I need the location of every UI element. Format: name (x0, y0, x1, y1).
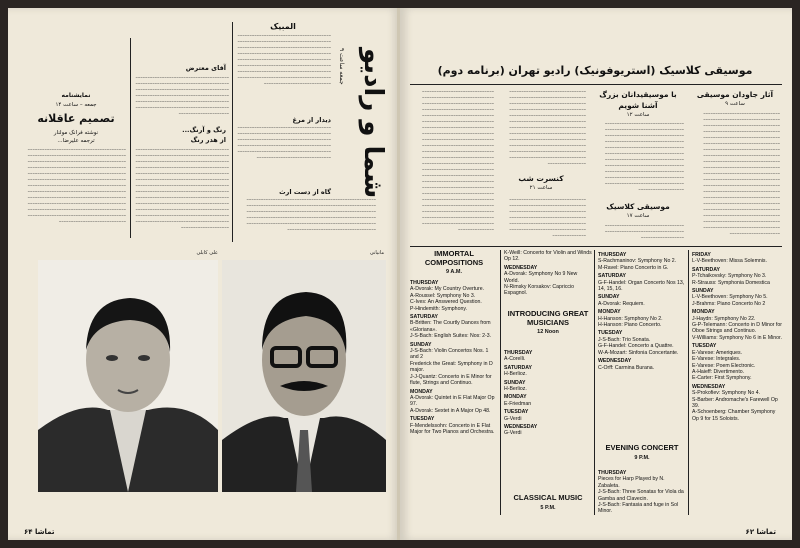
schedule-item: A-Dvorak: Sextet in A Major Op 48. (410, 407, 491, 414)
col1-body: ––––––––––––––––––––––––––––––––––––––––– ––––––––––––––––––––––––––––––––––––––––– ––––––––––––––––––––––––––––––––––––––––– ––––––––––––––––––––––––––––––––––––––––– ––––––––––––––––––––––––––––––––––––––––– ––––––––––––––––––––––––––––––––––––––––– ––––––––––––––––––––––––––––––––––––––––– ––––––––––––––––––––––––––––––––––––––––– ––––––––––––––––––––––––––––––––––––––––– ––––––––––––––––––––––––––––––––––––––––– ––––––––––––––––––––––––––––––––––––––––– ––––––––––––––––––––––––––––––––––––––––– –––––––––––––––––––––––––––– (27, 148, 126, 225)
col2-heading-1: آقای معترض (185, 64, 226, 72)
col2-body-b: ––––––––––––––––––––––––––––––––––––––– ––––––––––––––––––––––––––––––––––––––– ––––––––––––––––––––––––––––––––––––––– ––––––––––––––––––––––––––––––––––––––– ––––––––––––––––––––––––––––––––––––––– ––––––––––––––––––––––––––––––––––––––– ––––––––––––––––––––––––––––––––––––––– ––––––––––––––––––––––––––––––––––––––– ––––––––––––––––––––––––––––––––––––––– ––––––––––––––––––––––––––––––––––––––– ––––––––––––––––––––––––––––––––––––––– ––––––––––––––––––––––––––––––––––––––– ––––––––––––––––––––––––––––––––––––––– –––––––––––––––––––– (135, 148, 229, 231)
masthead: شما و رادیو (358, 47, 388, 198)
schedule-item: M-Ravel: Piano Concerto in G. (598, 264, 669, 271)
schedule-item: A-Dvorak: Requiem. (598, 300, 645, 307)
column-rule (232, 22, 233, 242)
portrait-photo-left (38, 260, 218, 492)
fa-heading-3: موسیقی کلاسیک (606, 202, 670, 211)
col1-credit-2: ترجمه علیرضا... (57, 138, 95, 144)
schedule-day: THURSDAY (598, 252, 627, 258)
schedule-day: MONDAY (504, 394, 527, 401)
fa-heading-1: آثار جاودان موسیقی (696, 90, 774, 99)
schedule-item: L-V-Beethoven: Missa Solemnis. (692, 258, 767, 265)
schedule-item: J-Brahms: Piano Concerto No 2 (692, 300, 766, 307)
schedule-item: G-Verdi (504, 415, 522, 422)
schedule-item: H-Berlioz. (504, 371, 527, 378)
col1-credit: نوشته فرانک مولنار (53, 130, 99, 136)
fa-schedule-col-2b: ––––––––––––––––––––––––––––––––– ––––––––––––––––––––––––––––––––– –––––––––––––––––– (604, 224, 684, 241)
schedule-col-d (692, 250, 782, 422)
schedule-item: B-Britten: The Courtly Dances from «Gloriana». (410, 320, 491, 333)
schedule-item: N-Rimsky Korsakov: Capriccio Espagnol. (504, 284, 575, 297)
fa-schedule-col-1: –––––––––––––––––––––––––––––––– –––––––––––––––––––––––––––––––– –––––––––––––––––––––––––––––––– –––––––––––––––––––––––––––––––– –––––––––––––––––––––––––––––––– –––––––––––––––––––––––––––––––– –––––––––––––––––––––––––––––––– –––––––––––––––––––––––––––––––– –––––––––––––––––––––––––––––––– –––––––––––––––––––––––––––––––– –––––––––––––––––––––––––––––––– –––––––––––––––––––––––––––––––– –––––––––––––––––––––––––––––––– –––––––––––––––––––––––––––––––– –––––––––––––––––––––––––––––––– –––––––––––––––––––––––––––––––– –––––––––––––––––––––––––––––––– –––––––––––––––––––––––––––––––– –––––––––––––––––––––––––––––––– –––––––––––––––––––––––––––––––– ––––––––––––––––––––– (703, 112, 780, 237)
schedule-day: THURSDAY (410, 280, 439, 286)
schedule-item: A-Dvorak: My Country Overture. (410, 286, 485, 293)
schedule-item: A-Schoenberg: Chamber Symphony Op 9 for 15 Soloists. (692, 409, 776, 422)
schedule-item: K-Weill: Concerto for Violin and Winds Op 12. (504, 250, 592, 263)
schedule-item: J-S-Bach: English Suites: Nos: 2-3. (410, 333, 492, 340)
fa-heading-1-time: ساعت ۹ (725, 101, 745, 107)
schedule-item: F-Mendelssohn: Concerto in E Flat Major for Two Pianos and Orchestra. (410, 422, 495, 435)
fa-schedule-col-3: –––––––––––––––––––––––––––––––– –––––––––––––––––––––––––––––––– –––––––––––––––––––––––––––––––– –––––––––––––––––––––––––––––––– –––––––––––––––––––––––––––––––– –––––––––––––––––––––––––––––––– –––––––––––––––––––––––––––––––– –––––––––––––––––––––––––––––––– –––––––––––––––––––––––––––––––– –––––––––––––––––––––––––––––––– –––––––––––––––––––––––––––––––– –––––––––––––––––––––––––––––––– –––––––––––––––– (509, 90, 586, 167)
schedule-item: E-Varese: Ameriques. (692, 349, 743, 356)
schedule-day: WEDNESDAY (598, 358, 632, 365)
schedule-item: P-Hindemith: Symphony. (410, 305, 467, 312)
fa-heading-2-time: ساعت ۱۲ (626, 112, 650, 118)
schedule-item: J-S-Bach: Fantasia and fuge in Sol Minor. (598, 502, 679, 515)
col1-time: جمعه – ساعت ۱۴ (55, 102, 97, 108)
schedule-day: SATURDAY (692, 266, 720, 273)
col3-body-b: ––––––––––––––––––––––––––––––––––––––– ––––––––––––––––––––––––––––––––––––––– ––––––––––––––––––––––––––––––––––––––– ––––––––––––––––––––––––––––––––––––––– ––––––––––––––––––––––––––––––––––––––– ––––––––––––––––––––––––––––––– (237, 126, 331, 161)
schedule-day: MONDAY (692, 309, 715, 316)
schedule-item: E-Varese: Integrales. (692, 356, 741, 363)
schedule-day: THURSDAY (598, 470, 627, 476)
fa-schedule-col-2: ––––––––––––––––––––––––––––––––– ––––––––––––––––––––––––––––––––– ––––––––––––––––––––––––––––––––– ––––––––––––––––––––––––––––––––– ––––––––––––––––––––––––––––––––– ––––––––––––––––––––––––––––––––– ––––––––––––––––––––––––––––––––– ––––––––––––––––––––––––––––––––– ––––––––––––––––––––––––––––––––– ––––––––––––––––––––––––––––––––– ––––––––––––––––––––––––––––––––– ––––––––––––––––––– (604, 122, 684, 193)
evening-concert-heading (598, 444, 686, 462)
portrait-image (38, 260, 218, 492)
portrait-image (222, 260, 386, 492)
schedule-item: J-S-Bach: Three Sonatas for Viola da Gamba and Clavecin. (598, 489, 684, 502)
classical-music-heading (504, 494, 592, 512)
photo-caption-left: علی کابلی (196, 250, 218, 256)
schedule-item: C-Orff: Carmina Burana. (598, 364, 655, 371)
schedule-day: TUESDAY (410, 416, 435, 423)
column-rule (130, 38, 131, 238)
schedule-day: TUESDAY (598, 330, 623, 337)
right-page (400, 8, 792, 540)
schedule-col-b (504, 348, 592, 437)
schedule-day: THURSDAY (504, 350, 533, 356)
title-rule (410, 84, 782, 85)
left-page (8, 8, 400, 540)
column-rule (688, 250, 689, 515)
evening-concert-time: 9 P.M. (634, 454, 650, 461)
schedule-day: SATURDAY (598, 273, 626, 280)
immortal-compositions-heading (410, 250, 498, 277)
col3-heading: المبیک (270, 22, 296, 31)
schedule-day: MONDAY (410, 388, 433, 395)
schedule-item: H-Hanson: Piano Concerto. (598, 322, 662, 329)
schedule-day: SUNDAY (598, 294, 620, 301)
schedule-day: SATURDAY (410, 314, 438, 321)
col2-heading-3: دیدار از مرغ (292, 116, 331, 124)
great-musicians-time: 12 Noon (537, 329, 559, 335)
schedule-item: J-S-Bach: Trio Sonata. (598, 336, 651, 343)
schedule-item: J-S-Bach: Violin Concertos Nos. 1 and 2 (410, 348, 489, 361)
page-folio-right: تماشا ۶۲ (745, 528, 776, 536)
fa-heading-4-time: ساعت ۲۱ (529, 185, 553, 191)
schedule-day: TUESDAY (504, 409, 529, 416)
col2-heading-2: رنگ و آرنگ... (182, 126, 226, 134)
fa-heading-4: کنسرت شب (518, 174, 564, 183)
schedule-item: H-Berlioz. (504, 386, 527, 393)
portrait-photo-right (222, 260, 386, 492)
schedule-item: W-A-Mozart: Sinfonia Concertante. (598, 349, 679, 356)
schedule-day: FRIDAY (692, 252, 711, 258)
schedule-item: C-Ives: An Answered Question. (410, 299, 482, 306)
schedule-item: S-Barber: Andromache's Farewell Op 39. (692, 396, 778, 409)
fa-heading-2b: آشنا شویم (618, 101, 658, 110)
schedule-col-a (410, 278, 498, 435)
schedule-item: G-Verdi (504, 430, 522, 437)
classical-music-title: CLASSICAL MUSIC (513, 493, 583, 502)
schedule-item: A-Dvorak: Quintet in E Flat Major Op 97. (410, 394, 495, 408)
col1-heading: تصمیم عاقلانه (37, 112, 115, 125)
col2-heading-2b: از هدر رنگ (190, 136, 226, 144)
column-rule (500, 250, 501, 515)
fa-heading-2: با موسیقیدانان بزرگ (599, 90, 677, 99)
masthead-subtitle: جمعه ساعت ۹ (338, 48, 345, 85)
col1-kicker: نمایشنامه (61, 92, 91, 99)
col2-heading-4: گاه از دست ارث (279, 188, 331, 196)
magazine-spread (8, 8, 792, 540)
classical-music-time: 5 P.M. (540, 504, 556, 511)
schedule-item: E-Carter: First Symphony. (692, 375, 752, 382)
schedule-item: A-Roussel: Symphony No 3. (410, 292, 476, 299)
page-title: موسیقی کلاسیک (استریوفونیک) رادیو تهران (برنامه دوم) (437, 64, 753, 77)
col3-body-c: –––––––––––––––––––––––––––––––––––––––––––––––––––––– –––––––––––––––––––––––––––––––––––––––––––––––––––––– –––––––––––––––––––––––––––––––––––––––––––––––––––––– –––––––––––––––––––––––––––––––––––––––––––––––––––––– –––––––––––––––––––––––––––––––––––––––––––––––––––––– ––––––––––––––––––––––––––––––––––––– (246, 198, 376, 233)
schedule-item: S-Prokofiev: Symphony No 4. (692, 390, 761, 397)
schedule-day: WEDNESDAY (692, 383, 726, 390)
page-folio-left: تماشا ۶۴ (24, 528, 55, 536)
schedule-item: A-Corelli. (504, 356, 526, 363)
great-musicians-heading (504, 310, 592, 337)
schedule-day: SUNDAY (692, 288, 714, 295)
schedule-item: S-Rachmaninov: Symphony No 2. (598, 258, 677, 265)
immortal-compositions-title: IMMORTAL COMPOSITIONS (424, 249, 484, 267)
col3-body: ––––––––––––––––––––––––––––––––––––––– ––––––––––––––––––––––––––––––––––––––– ––––––––––––––––––––––––––––––––––––––– ––––––––––––––––––––––––––––––––––––––– ––––––––––––––––––––––––––––––––––––––– ––––––––––––––––––––––––––––––––––––––– ––––––––––––––––––––––––––––––––––––––– ––––––––––––––––––––––––––––––––––––––– –––––––––––––––––––––––––––– (237, 34, 331, 87)
schedule-day: SATURDAY (504, 364, 532, 371)
schedule-item: L-V-Beethoven: Symphony No 5. (692, 294, 768, 301)
schedule-item: E-Varese: Poem Electronic. (692, 362, 756, 369)
schedule-col-c (598, 250, 686, 371)
fa-heading-3-time: ساعت ۱۷ (626, 213, 650, 219)
col2-body-a: ––––––––––––––––––––––––––––––––––––––– ––––––––––––––––––––––––––––––––––––––– ––––––––––––––––––––––––––––––––––––––– ––––––––––––––––––––––––––––––––––––––– ––––––––––––––––––––––––––––––––––––––– ––––––––––––––––––––––––––––––––––––––– ––––––––––––––––––––– (135, 76, 229, 117)
schedule-day: MONDAY (598, 309, 621, 316)
schedule-day: WEDNESDAY (504, 424, 538, 431)
schedule-item: A-Dvorak: Symphony No 9 New World. (504, 271, 578, 284)
schedule-item: H-Hanson: Symphony No 2. (598, 315, 663, 322)
evening-concert-title: EVENING CONCERT (605, 443, 679, 452)
schedule-day: SUNDAY (410, 341, 432, 348)
photo-caption-right: مانیانی (369, 250, 384, 256)
fa-schedule-col-3b: –––––––––––––––––––––––––––––––– –––––––––––––––––––––––––––––––– –––––––––––––––––––––––––––––––– –––––––––––––––––––––––––––––––– –––––––––––––––––––––––––––––––– –––––––––––––––––––––––––––––––– –––––––––––––– (509, 198, 586, 239)
schedule-item: E-Friedman (504, 400, 532, 407)
schedule-item: G-P-Telemann: Concerto in D Minor for Oboe Strings and Continuo. (692, 322, 782, 335)
schedule-item: J-J-Quantz: Concerto in E Minor for flute, Strings and Continuo. (410, 373, 492, 387)
schedule-item: A-Haieff: Divertimento. (692, 368, 745, 375)
section-rule (410, 246, 782, 247)
immortal-compositions-time: 9 A.M. (446, 269, 462, 275)
schedule-item: R-Strauss: Symphonia Domestica (692, 279, 770, 286)
schedule-item: Frederick the Great: Symphony in D major. (410, 360, 493, 374)
schedule-item: G-F-Handel: Organ Concerto Nos 13, 14, 15, 16. (598, 279, 685, 293)
schedule-item: J-Haydn: Symphony No 22. (692, 315, 756, 322)
column-rule (594, 250, 595, 515)
schedule-day: SUNDAY (504, 379, 526, 386)
great-musicians-title: INTRODUCING GREAT MUSICIANS (507, 309, 589, 327)
schedule-col-b-intro (504, 250, 592, 297)
schedule-item: Pieces for Harp Played by N. Zabaleta. (598, 476, 665, 489)
schedule-day: TUESDAY (692, 343, 717, 350)
schedule-col-c-evening (598, 468, 686, 515)
fa-schedule-col-4: –––––––––––––––––––––––––––––– –––––––––––––––––––––––––––––– –––––––––––––––––––––––––––––– –––––––––––––––––––––––––––––– –––––––––––––––––––––––––––––– –––––––––––––––––––––––––––––– –––––––––––––––––––––––––––––– –––––––––––––––––––––––––––––– –––––––––––––––––––––––––––––– –––––––––––––––––––––––––––––– –––––––––––––––––––––––––––––– –––––––––––––––––––––––––––––– –––––––––––––––––––––––––––––– –––––––––––––––––––––––––––––– –––––––––––––––––––––––––––––– –––––––––––––––––––––––––––––– –––––––––––––––––––––––––––––– –––––––––––––––––––––––––––––– –––––––––––––––––––––––––––––– –––––––––––––––––––––––––––––– –––––––––––––––––––––––––––––– –––––––––––––––––––––––––––––– –––––––––––––––––––––––––––––– ––––––––––––––– (422, 90, 494, 233)
schedule-item: G-F-Handel: Concerto a Quattre. (598, 343, 674, 350)
schedule-item: P-Tchaikovsky: Symphony No 3. (692, 273, 767, 280)
schedule-day: WEDNESDAY (504, 264, 538, 271)
schedule-item: V-Williams: Symphony No 6 in E Minor. (692, 334, 782, 341)
